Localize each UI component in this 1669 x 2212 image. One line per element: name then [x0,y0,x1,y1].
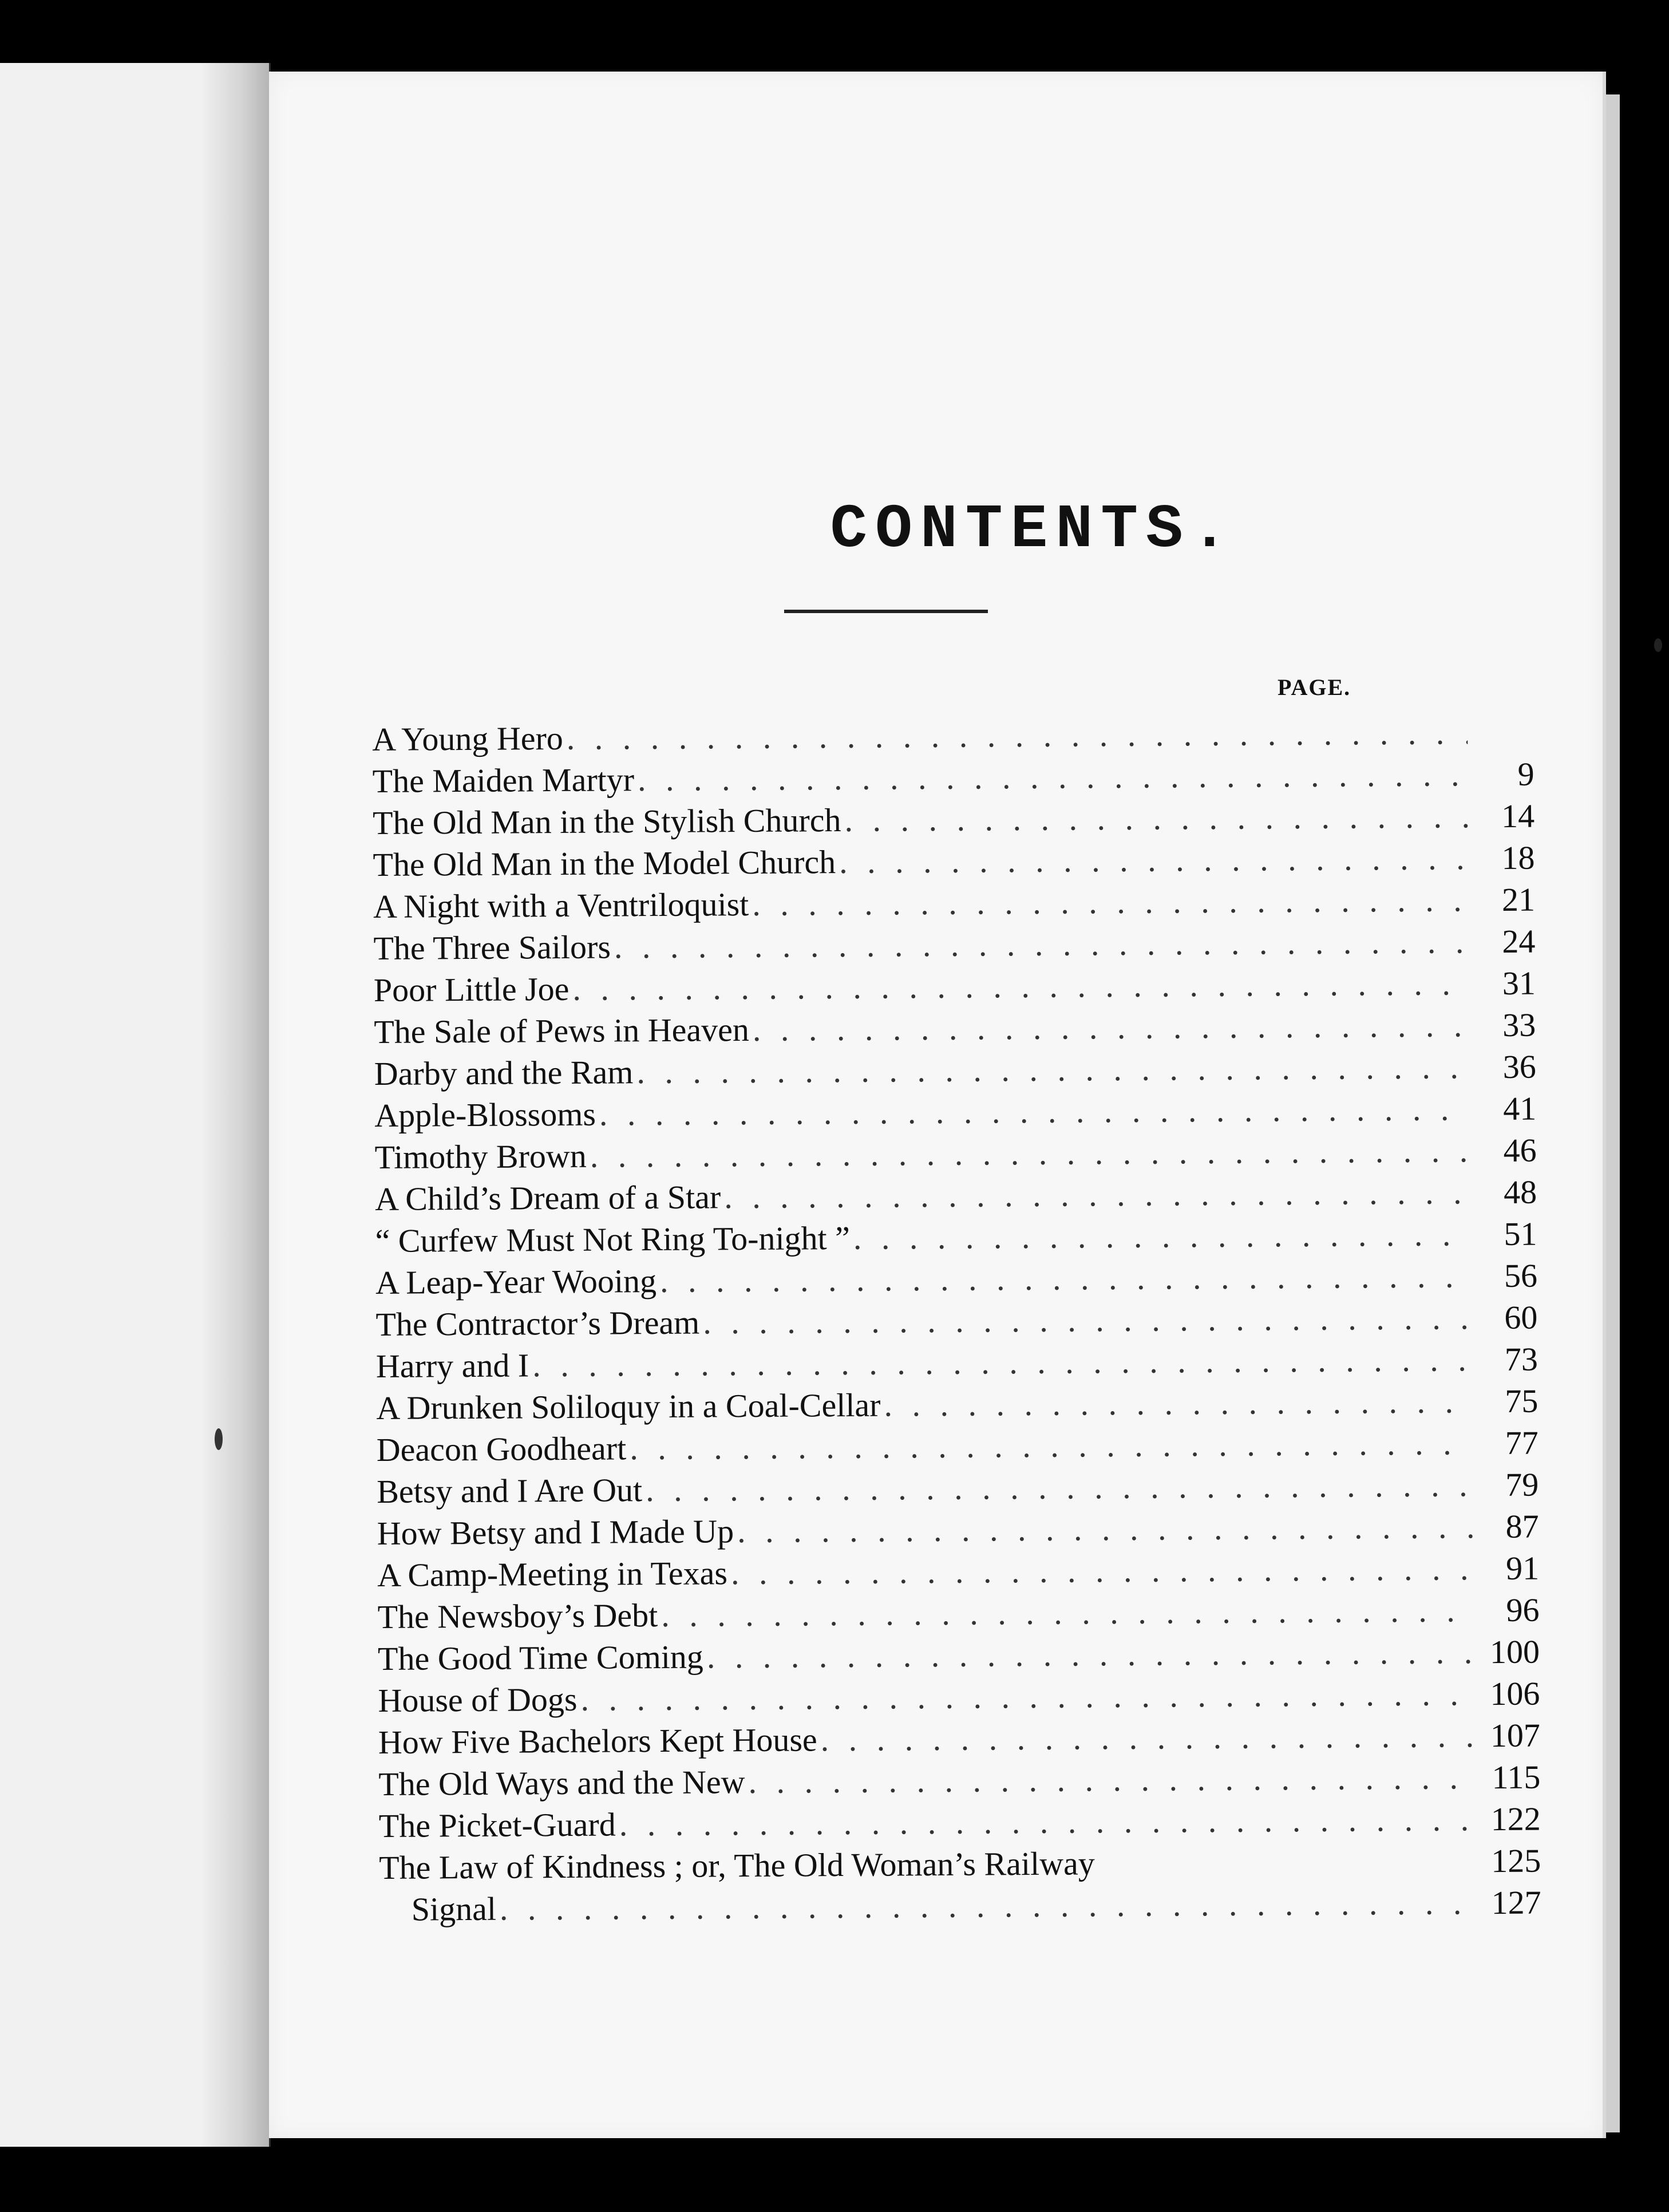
entry-page: 18 [1501,839,1535,876]
page-title: CONTENTS. [830,495,1236,565]
entry-title: The Picket-Guard [378,1806,616,1844]
list-item [374,1004,1541,1053]
entry-title: The Maiden Martyr [372,761,635,800]
dot-leader [724,1171,1470,1218]
entry-title: How Five Bachelors Kept House [378,1721,817,1761]
list-item [373,837,1540,886]
list-item [372,712,1540,760]
entry-page: 75 [1505,1382,1539,1420]
dot-leader [853,1213,1471,1259]
list-item [377,1464,1544,1512]
list-item [379,1840,1547,1889]
dot-leader [500,1882,1475,1929]
entry-page: 24 [1502,922,1536,960]
dot-leader [707,1631,1474,1677]
entry-title: Harry and I [375,1346,529,1385]
dot-leader [844,795,1468,841]
entry-title: A Leap-Year Wooing [375,1262,657,1301]
entry-title: The Sale of Pews in Heaven [374,1010,750,1050]
dot-leader [638,753,1468,800]
dot-leader [752,879,1469,925]
dot-leader [532,1338,1472,1386]
entry-page: 87 [1505,1507,1539,1545]
dot-leader [646,1464,1472,1511]
dot-leader [703,1297,1472,1343]
entry-title: A Camp-Meeting in Texas [377,1554,728,1594]
entry-title: The Good Time Coming [377,1638,704,1677]
entry-page: 14 [1501,797,1535,835]
entry-page: 9 [1517,755,1534,793]
dot-leader [661,1589,1473,1636]
entry-title: Betsy and I Are Out [377,1471,643,1510]
entry-page: 107 [1490,1716,1541,1755]
list-item [378,1756,1546,1805]
entry-title: The Old Ways and the New [378,1763,745,1803]
list-item [378,1715,1546,1763]
entry-title: Darby and the Ram [374,1053,634,1092]
dot-leader [599,1088,1470,1135]
dot-leader [884,1380,1472,1425]
list-item [379,1798,1547,1847]
entry-page: 122 [1490,1800,1541,1838]
entry-title: A Child’s Dream of a Star [374,1178,721,1218]
dot-leader [820,1715,1474,1760]
entry-page: 51 [1504,1215,1537,1253]
entry-page: 79 [1505,1466,1539,1503]
entry-page: 77 [1505,1424,1539,1462]
entry-title: How Betsy and I Made Up [377,1512,734,1552]
list-item [376,1338,1544,1387]
list-item [373,921,1541,969]
list-item [375,1213,1543,1262]
list-item [373,879,1541,927]
entry-title: The Contractor’s Dream [375,1304,700,1343]
list-item [377,1589,1545,1638]
dot-leader [580,1673,1473,1720]
title-rule [784,610,988,613]
scan-speck [1654,638,1662,652]
entry-title: A Young Hero [372,719,563,758]
list-item [379,1882,1547,1930]
entry-page: 21 [1501,880,1536,918]
entry-page: 60 [1504,1298,1538,1336]
entry-title: Timothy Brown [374,1137,587,1176]
list-item [372,753,1540,802]
list-item [375,1297,1543,1345]
entry-title: The Old Man in the Stylish Church [372,801,841,842]
dot-leader [630,1422,1472,1469]
dot-leader [614,921,1469,967]
dot-leader [572,962,1469,1010]
entry-page: 41 [1503,1089,1537,1127]
dot-leader [660,1255,1471,1302]
dot-leader [636,1046,1470,1093]
dot-leader [590,1129,1470,1176]
gutter-shadow [200,63,269,2147]
entry-title: The Law of Kindness ; or, The Old Woman’s Railway [379,1844,1095,1886]
entry-title: A Night with a Ventriloquist [373,885,749,925]
left-page [0,63,271,2147]
entry-title: The Newsboy’s Debt [377,1596,658,1636]
list-item [374,1088,1542,1136]
contents-page [269,72,1606,2138]
list-item [377,1506,1544,1554]
list-item [377,1547,1545,1596]
entry-page: 31 [1502,964,1536,1002]
list-item [377,1422,1544,1471]
list-item [374,1129,1542,1178]
dot-leader [748,1756,1474,1803]
list-item [375,1171,1543,1220]
entry-page: 127 [1491,1883,1541,1922]
entry-title: House of Dogs [378,1680,578,1719]
dot-leader [731,1547,1473,1594]
entry-page: 73 [1504,1340,1539,1378]
dot-leader [753,1004,1470,1050]
dot-leader [619,1798,1474,1845]
page-column-label: PAGE. [1278,674,1351,700]
dot-leader [737,1506,1473,1552]
entry-page: 96 [1506,1591,1540,1629]
entry-page: 91 [1505,1549,1540,1587]
entry-page: 48 [1503,1173,1537,1211]
list-item [373,795,1540,844]
entry-title: Poor Little Joe [373,970,569,1009]
dot-leader [567,712,1468,759]
scan-speck [215,1428,223,1450]
entry-page: 46 [1503,1131,1537,1169]
entry-title: Apple-Blossoms [374,1095,596,1134]
list-item [374,1046,1542,1095]
entry-page: 36 [1502,1048,1536,1085]
contents-list [372,712,1547,1930]
list-item [378,1673,1545,1721]
page-edge [1606,94,1620,2132]
entry-title: A Drunken Soliloquy in a Coal-Cellar [376,1386,881,1427]
entry-title: “ Curfew Must Not Ring To-night ” [375,1219,851,1259]
list-item [376,1380,1544,1429]
entry-page: 56 [1504,1257,1538,1294]
dot-leader [839,837,1469,883]
entry-title: The Three Sailors [373,928,611,967]
entry-page: 100 [1489,1633,1540,1671]
list-item [375,1255,1543,1304]
entry-page: 115 [1492,1758,1541,1796]
dot-leader [1098,1872,1474,1874]
entry-page: 125 [1491,1842,1541,1880]
entry-title: The Old Man in the Model Church [373,843,836,883]
entry-title: Signal [411,1890,497,1928]
entry-page: 106 [1490,1674,1540,1713]
entry-title: Deacon Goodheart [376,1429,627,1468]
entry-page: 33 [1502,1006,1536,1044]
list-item [374,962,1541,1011]
list-item [378,1631,1545,1680]
